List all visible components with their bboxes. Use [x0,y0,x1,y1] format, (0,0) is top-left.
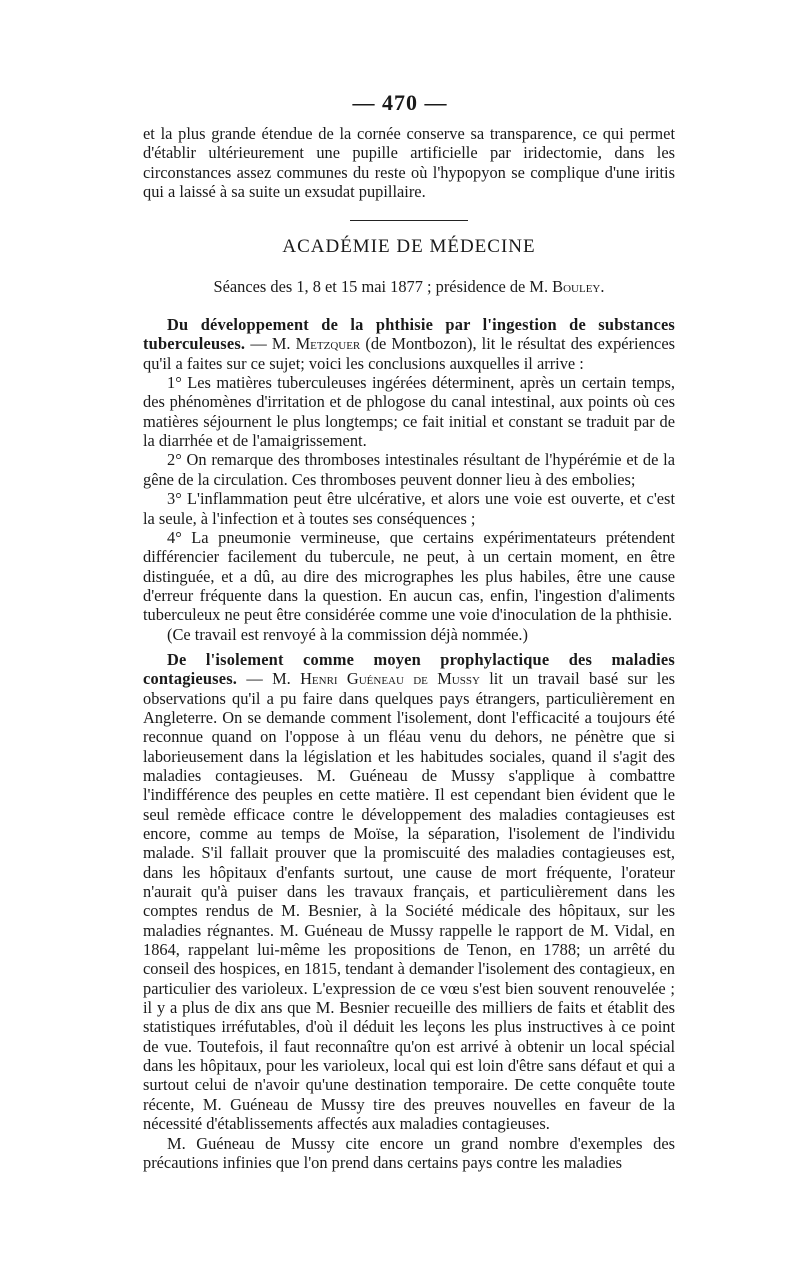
session-prefix: Séances des 1, 8 et 15 mai 1877 ; présidence de M. [213,276,553,296]
page-number: — 470 — [352,90,448,115]
article1-lead-a: — M. [245,334,296,354]
text-column [143,124,675,1172]
article2-title: De l'isolement comme moyen prophylactique des maladies contagieuses. [143,649,675,689]
article1-lead-b: (de Montbozon), lit le résultat des expériences qu'il a faites sur ce sujet; voici les conclusions auxquelles il arrive : [143,334,675,373]
article1-lead [143,315,675,373]
article2-body: lit un travail basé sur les observations qu'il a pu faire dans quelques pays étrangers, particulièrement en Angleterre. On se demande comment l'isolement, dont l'efficacité a toujours été reconnue quand on l'oppose à un fléau venu du dehors, ne pénètre que si laborieusement dans la législation et les habitudes sociales, quand il s'agit des maladies contagieuses. M. Guéneau de Mussy s'applique à combattre l'indifférence des peuples en cette matière. Il est cependant bien évident que le seul remède efficace contre le développement des maladies contagieuses est encore, comme au temps de Moïse, la séparation, l'isolement de l'individu malade. S'il fallait prouver que la promiscuité des maladies contagieuses est, dans les hôpitaux d'enfants surtout, une cause de mort fréquente, l'orateur n'aurait qu'à puiser dans les travaux français, et particulièrement dans les comptes rendus de M. Besnier, à la Société médicale des hôpitaux, sur les maladies régnantes. M. Guéneau de Mussy rappelle le rapport de M. Vidal, en 1864, rappelant lui-même les propositions de Tenon, en 1788; un arrêté du conseil des hospices, en 1815, tendant à demander l'isolement des contagieux, en particulier des varioleux. L'expression de ce vœu s'est bien souvent renouvelée ; il y a plus de dix ans que M. Besnier recueille des milliers de faits et établit des statistiques irréfutables, d'où il déduit les leçons les plus instructives à ce point de vue. Toutefois, il faut reconnaître qu'on est arrivé à obtenir un local spécial dans les hôpitaux, pour les varioleux, local qui est loin d'être sans défaut et qui a surtout celui de n'avoir qu'une destination temporaire. De cette conquête toute récente, M. Guéneau de Mussy tire des preuves nouvelles en faveur de la nécessité d'établissements affectés aux maladies contagieuses. [143,669,675,1134]
article1-author: Metzquer [295,334,361,354]
article2-last-paragraph: M. Guéneau de Mussy cite encore un grand nombre d'exemples des précautions infinies que l'on prend dans certains pays contre les maladies [143,1133,675,1172]
section-title: ACADÉMIE DE MÉDECINE [282,236,536,258]
article2-lead-a: — M. [237,669,301,689]
intro-paragraph: et la plus grande étendue de la cornée conserve sa transparence, ce qui permet d'établir ultérieurement une pupille artificielle par iridectomie, dans les circonstances assez communes du reste où l'hypopyon se complique d'une iritis qui a laissé à sa suite un exsudat pupillaire. [143,124,675,202]
article1-item-4: 4° La pneumonie vermineuse, que certains expérimentateurs prétendent différencier facilement du tubercule, ne peut, à un certain moment, en être distinguée, et a dû, au dire des micrographes les plus habiles, être une cause d'erreur fréquente dans la question. En aucun cas, enfin, l'ingestion d'aliments tuberculeux ne peut être considérée comme une voie d'inoculation de la phthisie. [143,527,675,625]
article2-paragraph [143,650,675,1134]
session-suffix: . [600,276,605,296]
separator-rule [350,220,468,221]
session-president: Bouley [552,276,601,296]
article1-item-2: 2° On remarque des thromboses intestinales résultant de l'hypérémie et de la gêne de la circulation. Ces thromboses peuvent donner lieu à des embolies; [143,450,675,489]
article1-note: (Ce travail est renvoyé à la commission déjà nommée.) [167,624,528,644]
article2-author: Henri Guéneau de Mussy [300,669,480,689]
article1-item-1: 1° Les matières tuberculeuses ingérées déterminent, après un certain temps, des phénomènes d'irritation et de phlogose du canal intestinal, aux points où ces matières séjournent le plus longtemps; ce fait initial et constant se traduit par de la diarrhée et de l'amaigrissement. [143,373,675,451]
article1-title: Du développement de la phthisie par l'ingestion de substances tuberculeuses. [143,315,675,354]
session-line [143,277,675,296]
article1-item-3: 3° L'inflammation peut être ulcérative, et alors une voie est ouverte, et c'est la seule, à l'infection et à toutes ses conséquences ; [143,489,675,528]
